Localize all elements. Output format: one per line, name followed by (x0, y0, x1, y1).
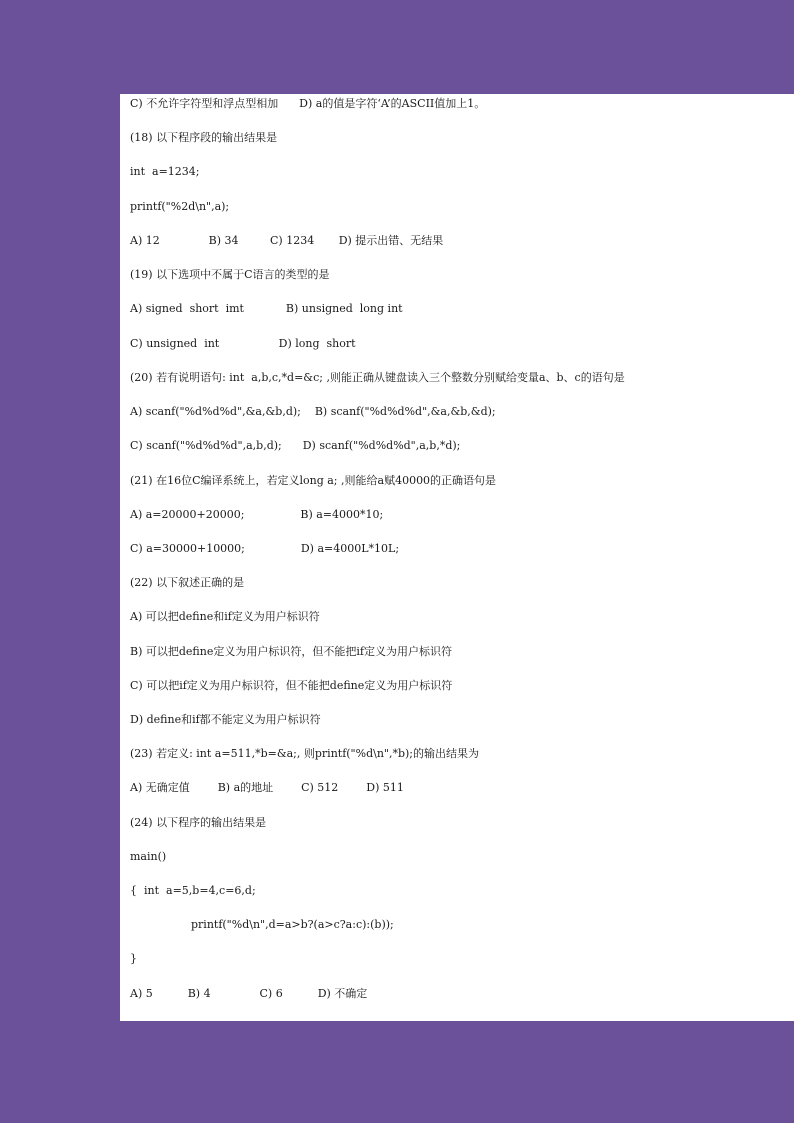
option-line: C) 不允许字符型和浮点型相加 D) a的值是字符‘A’的ASCII值加上1。 (130, 97, 486, 110)
question-22: (22) 以下叙述正确的是 (130, 576, 245, 589)
answer-option: A) 可以把define和if定义为用户标识符 (130, 610, 320, 623)
question-21: (21) 在16位C编译系统上，若定义long a; ,则能给a赋40000的正确语句是 (130, 474, 497, 487)
answer-options: A) 12 B) 34 C) 1234 D) 提示出错、无结果 (130, 234, 444, 247)
code-line: } (130, 952, 137, 965)
answer-option: D) define和if都不能定义为用户标识符 (130, 713, 321, 726)
answer-options: A) 5 B) 4 C) 6 D) 不确定 (130, 987, 368, 1000)
answer-options: C) scanf("%d%d%d",a,b,d); D) scanf("%d%d%d",a,b,*d); (130, 439, 461, 452)
code-line: { int a=5,b=4,c=6,d; (130, 884, 256, 897)
code-line: printf("%d\n",d=a>b?(a>c?a:c):(b)); (191, 918, 394, 931)
document-page (120, 94, 794, 1021)
question-23: (23) 若定义: int a=511,*b=&a;, 则printf("%d\n",*b);的输出结果为 (130, 747, 479, 760)
answer-options: A) 无确定值 B) a的地址 C) 512 D) 511 (130, 781, 404, 794)
answer-options: A) a=20000+20000; B) a=4000*10; (130, 508, 384, 521)
answer-options: C) a=30000+10000; D) a=4000L*10L; (130, 542, 400, 555)
answer-options: A) signed short imt B) unsigned long int (130, 302, 403, 315)
question-20: (20) 若有说明语句: int a,b,c,*d=&c; ,则能正确从键盘读入三个整数分别赋给变量a、b、c的语句是 (130, 371, 625, 384)
answer-option: B) 可以把define定义为用户标识符，但不能把if定义为用户标识符 (130, 645, 452, 658)
answer-options: A) scanf("%d%d%d",&a,&b,d); B) scanf("%d%d%d",&a,&b,&d); (130, 405, 496, 418)
answer-option: C) 可以把if定义为用户标识符，但不能把define定义为用户标识符 (130, 679, 453, 692)
code-line: int a=1234; (130, 165, 200, 178)
question-24: (24) 以下程序的输出结果是 (130, 816, 267, 829)
question-18: (18) 以下程序段的输出结果是 (130, 131, 278, 144)
answer-options: C) unsigned int D) long short (130, 337, 356, 350)
question-19: (19) 以下选项中不属于C语言的类型的是 (130, 268, 330, 281)
code-line: main() (130, 850, 167, 863)
code-line: printf("%2d\n",a); (130, 200, 230, 213)
